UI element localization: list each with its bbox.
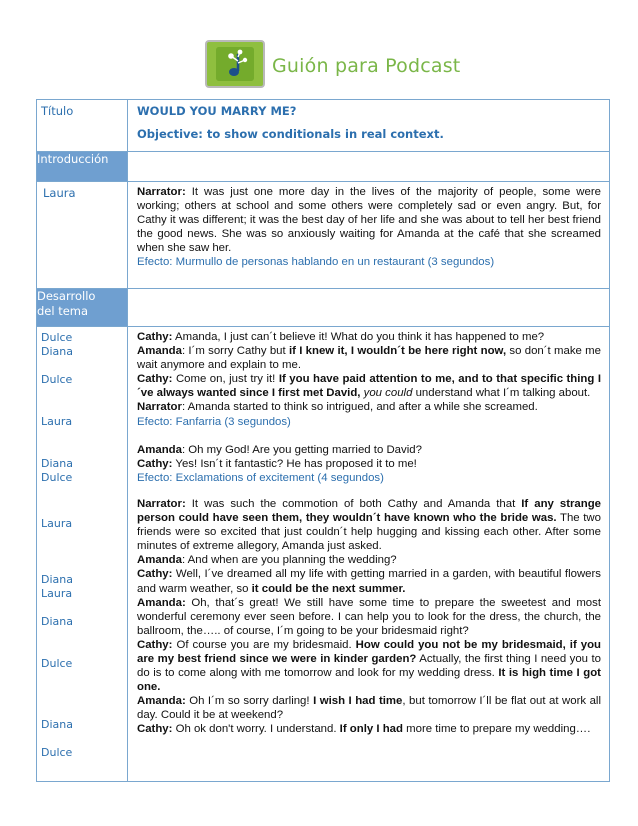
line-text: Oh, that´s great! We still have some time to prepare the sweetest and most wonderful ceremony ever seen before. I can help you to look for the dress, the church, the ballroom, the….. of course, I´m going to be your bridesmaid right? xyxy=(137,596,601,637)
speaker-name: Diana xyxy=(41,615,73,628)
line-text: more time to prepare my wedding…. xyxy=(402,723,591,736)
label-introduccion: Introducción xyxy=(37,152,109,166)
conditional-highlight: How could you not be my bridesmaid, if you are my best friend since we were in kinder garden? xyxy=(137,638,601,665)
speaker-name: Diana xyxy=(41,345,73,358)
line-3 xyxy=(137,372,601,400)
speaker-name: Dulce xyxy=(41,373,73,386)
intro-text: It was just one more day in the lives of the majority of people, some were working; others at school and some others were completely sad or even angry. But, for Cathy it was different; it was the best day of her life and she was about to tell her best friend the good news. She was so anxiously waiting for Amanda at the café that she screamed when she saw her. xyxy=(137,186,601,255)
speaker-tag: Narrator xyxy=(137,401,182,414)
row-titulo xyxy=(37,100,610,152)
script-title: WOULD YOU MARRY ME? xyxy=(137,104,297,118)
conditional-highlight: it could be the next summer. xyxy=(251,582,406,595)
line-2 xyxy=(137,344,601,372)
line-8 xyxy=(137,553,601,567)
speaker-name: Diana xyxy=(41,718,73,731)
line-text: : And when are you planning the wedding? xyxy=(181,554,397,567)
intro-narration xyxy=(128,182,609,274)
row-introduccion xyxy=(37,152,610,182)
conditional-highlight: It is high time I got one. xyxy=(137,667,601,694)
speaker-tag: Cathy: xyxy=(137,568,173,581)
narrator-label: Narrator: xyxy=(137,186,186,198)
music-note-icon xyxy=(216,47,254,81)
row-dialogue xyxy=(37,327,610,782)
conditional-highlight: If you have paid attention to me, and to that specific thing I´ve always wanted since I first met David, xyxy=(137,373,601,400)
speaker-name: Laura xyxy=(41,587,73,600)
speaker-name: Dulce xyxy=(41,331,73,344)
label-desarrollo-2: del tema xyxy=(37,304,89,318)
speaker-name: Laura xyxy=(41,517,73,530)
conditional-highlight: If only I had xyxy=(339,723,403,736)
line-text: : Oh my God! Are you getting married to David? xyxy=(181,443,422,456)
speaker-tag: Cathy: xyxy=(137,638,173,651)
conditional-italic: you could xyxy=(360,387,413,400)
speaker-laura: Laura xyxy=(43,186,76,200)
line-text: so don´t make me wait anymore and explain to me. xyxy=(137,345,601,372)
row-desarrollo xyxy=(37,289,610,327)
line-5 xyxy=(137,443,601,457)
line-9 xyxy=(137,567,601,595)
line-10 xyxy=(137,596,601,638)
line-text: : I´m sorry Cathy but xyxy=(181,345,289,358)
script-objective: Objective: to show conditionals in real context. xyxy=(137,127,444,141)
line-11 xyxy=(137,638,601,694)
line-text: Come on, just try it! xyxy=(172,373,279,386)
speaker-name: Diana xyxy=(41,457,73,470)
line-6 xyxy=(137,457,601,471)
line-text: Amanda, I just can´t believe it! What do you think it has happened to me? xyxy=(172,331,545,343)
dialogue-text xyxy=(128,327,609,741)
conditional-highlight: if I knew it, I wouldn´t be here right now, xyxy=(288,345,507,358)
label-titulo: Título xyxy=(41,104,74,118)
line-4 xyxy=(137,400,601,414)
speaker-name: Diana xyxy=(41,573,73,586)
speaker-tag: Narrator: xyxy=(137,497,186,510)
line-text: Well, I´ve dreamed all my life with getting married in a garden, with beautiful flowers and warm weather, so xyxy=(137,568,601,595)
label-desarrollo-1: Desarrollo xyxy=(37,289,96,303)
page-title: Guión para Podcast xyxy=(272,55,461,77)
speaker-tag: Cathy: xyxy=(137,331,173,343)
speaker-name: Dulce xyxy=(41,657,73,670)
speaker-tag: Cathy: xyxy=(137,373,173,386)
line-text: understand what I´m talking about. xyxy=(412,387,591,400)
speaker-tag: Amanda: xyxy=(137,596,186,609)
speaker-tag: Amanda xyxy=(137,443,182,456)
speaker-tag: Amanda xyxy=(137,554,182,567)
speaker-name: Laura xyxy=(41,415,73,428)
effect-fanfarria: Efecto: Fanfarria (3 segundos) xyxy=(137,415,291,428)
speaker-name: Dulce xyxy=(41,471,73,484)
line-text: It was such the commotion of both Cathy and Amanda that xyxy=(185,497,522,510)
line-12 xyxy=(137,694,601,722)
speaker-tag: Amanda: xyxy=(137,695,186,708)
script-table xyxy=(36,99,610,782)
line-1 xyxy=(137,330,601,344)
conditional-highlight: I wish I had time xyxy=(313,695,403,708)
speaker-name: Dulce xyxy=(41,746,73,759)
page-header xyxy=(0,0,638,92)
effect-murmullo: Efecto: Murmullo de personas hablando en un restaurant (3 segundos) xyxy=(137,256,495,269)
line-text: , but tomorrow I´ll be flat out at work all day. Could it be at weekend? xyxy=(137,695,601,722)
speaker-tag: Cathy: xyxy=(137,723,173,736)
speaker-tag: Cathy: xyxy=(137,457,173,470)
speaker-tag: Amanda xyxy=(137,345,182,358)
line-13 xyxy=(137,722,601,736)
conditional-highlight: If any strange person could have seen them, they wouldn´t have known who the bride was. xyxy=(137,497,602,525)
line-text: The two friends were so excited that just couldn´t help hugging and kissing each other. After some minutes of extreme allegory, Amanda just asked. xyxy=(137,512,601,553)
row-intro-laura xyxy=(37,182,610,289)
line-text: Of course you are my bridesmaid. xyxy=(172,638,356,651)
podcast-logo xyxy=(205,40,265,88)
line-text: Oh ok don't worry. I understand. xyxy=(172,723,340,736)
effect-exclamations: Efecto: Exclamations of excitement (4 segundos) xyxy=(137,471,384,484)
line-text: Oh I´m so sorry darling! xyxy=(185,695,314,708)
line-text: Actually, the first thing I need you to do is to come along with me tomorrow and look for my wedding dress. xyxy=(137,652,601,680)
line-7 xyxy=(137,497,601,553)
line-text: : Amanda started to think so intrigued, and after a while she screamed. xyxy=(181,401,538,414)
line-text: Yes! Isn´t it fantastic? He has proposed it to me! xyxy=(172,457,417,470)
